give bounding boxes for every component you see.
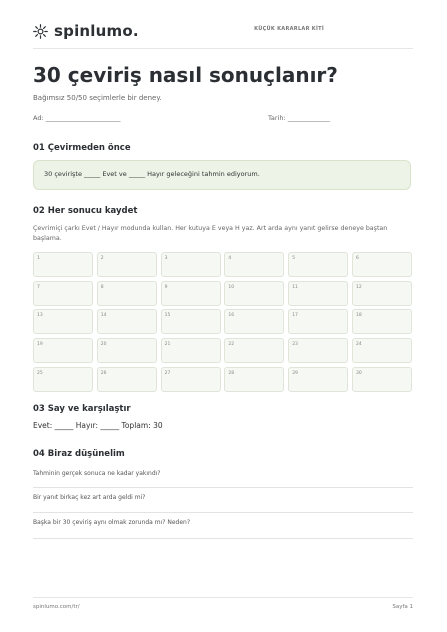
name-field[interactable]: Ad: _______________________	[33, 114, 121, 122]
answer-line-2[interactable]	[33, 512, 413, 513]
result-cell[interactable]	[33, 338, 93, 363]
cell-number: 12	[356, 284, 362, 290]
result-cell[interactable]	[288, 367, 348, 392]
answer-line-3[interactable]	[33, 538, 413, 539]
result-grid	[33, 252, 414, 392]
result-cell[interactable]	[97, 367, 157, 392]
answer-line-1[interactable]	[33, 487, 413, 488]
footer-page-number: Sayfa 1	[392, 604, 413, 610]
cell-number: 2	[100, 256, 104, 261]
cell-number: 4	[228, 256, 232, 261]
cell-number: 14	[100, 313, 107, 319]
cell-number: 3	[164, 256, 168, 261]
result-cell[interactable]	[33, 309, 93, 334]
section-reflect-heading: 04 Biraz düşünelim	[33, 449, 125, 459]
sun-icon	[33, 24, 48, 39]
cell-number: 29	[292, 370, 298, 376]
prediction-box	[33, 160, 411, 190]
cell-number: 20	[100, 342, 107, 348]
cell-number: 7	[37, 284, 40, 290]
cell-number: 5	[292, 256, 296, 261]
result-cell[interactable]	[224, 367, 284, 392]
result-cell[interactable]	[97, 338, 157, 363]
result-cell[interactable]	[33, 252, 93, 277]
result-cell[interactable]	[288, 252, 348, 277]
prediction-text[interactable]: 30 çevirişte _____ Evet ve _____ Hayır geleceğini tahmin ediyorum.	[44, 170, 260, 178]
kit-label: KÜÇÜK KARARLAR KİTİ	[254, 26, 324, 32]
question-3: Başka bir 30 çeviriş aynı olmak zorunda mı? Neden?	[33, 519, 191, 526]
result-cell[interactable]	[33, 367, 93, 392]
question-1: Tahminin gerçek sonuca ne kadar yakındı?	[33, 470, 161, 477]
cell-number: 27	[164, 370, 171, 376]
cell-number: 18	[356, 313, 362, 319]
footer-divider	[33, 597, 413, 598]
count-line[interactable]: Evet: _____ Hayır: _____ Toplam: 30	[33, 421, 163, 430]
result-cell[interactable]	[288, 281, 348, 306]
cell-number: 23	[292, 342, 298, 348]
cell-number: 24	[356, 342, 362, 348]
result-cell[interactable]	[161, 252, 221, 277]
question-2: Bir yanıt birkaç kez art arda geldi mi?	[33, 494, 146, 501]
cell-number: 15	[164, 313, 171, 319]
cell-number: 21	[164, 342, 171, 348]
cell-number: 30	[356, 370, 362, 376]
header-divider	[33, 48, 413, 49]
cell-number: 16	[228, 313, 235, 319]
cell-number: 13	[37, 313, 43, 319]
cell-number: 25	[37, 370, 43, 376]
cell-number: 8	[100, 284, 104, 290]
cell-number: 19	[37, 342, 43, 348]
cell-number: 28	[228, 370, 235, 376]
cell-number: 22	[228, 342, 235, 348]
result-cell[interactable]	[161, 309, 221, 334]
result-cell[interactable]	[97, 309, 157, 334]
result-cell[interactable]	[97, 252, 157, 277]
cell-number: 1	[37, 256, 40, 261]
cell-number: 11	[292, 284, 298, 290]
cell-number: 17	[292, 313, 298, 319]
date-field[interactable]: Tarih: _____________	[268, 114, 330, 122]
cell-number: 9	[164, 284, 168, 290]
result-cell[interactable]	[352, 252, 412, 277]
cell-number: 6	[356, 256, 359, 261]
section-count-heading: 03 Say ve karşılaştır	[33, 404, 131, 414]
result-cell[interactable]	[352, 367, 412, 392]
footer-url[interactable]: spinlumo.com/tr/	[33, 604, 80, 610]
result-cell[interactable]	[224, 281, 284, 306]
result-cell[interactable]	[161, 338, 221, 363]
page-title: 30 çeviriş nasıl sonuçlanır?	[33, 63, 338, 87]
result-cell[interactable]	[161, 281, 221, 306]
section-before-heading: 01 Çevirmeden önce	[33, 143, 131, 153]
section-record-heading: 02 Her sonucu kaydet	[33, 206, 138, 216]
result-cell[interactable]	[33, 281, 93, 306]
result-cell[interactable]	[224, 309, 284, 334]
brand-name: spinlumo.	[54, 22, 139, 40]
result-cell[interactable]	[224, 338, 284, 363]
result-cell[interactable]	[161, 367, 221, 392]
page-subtitle: Bağımsız 50/50 seçimlerle bir deney.	[33, 94, 162, 102]
result-cell[interactable]	[224, 252, 284, 277]
result-cell[interactable]	[97, 281, 157, 306]
result-cell[interactable]	[288, 338, 348, 363]
result-cell[interactable]	[288, 309, 348, 334]
result-cell[interactable]	[352, 338, 412, 363]
cell-number: 10	[228, 284, 235, 290]
result-cell[interactable]	[352, 309, 412, 334]
brand-logo[interactable]	[33, 22, 139, 40]
record-instruction: Çevrimiçi çarkı Evet / Hayır modunda kullan. Her kutuya E veya H yaz. Art arda aynı yanıt gelirse deneye baştan başlama.	[33, 225, 388, 242]
cell-number: 26	[100, 370, 107, 376]
header	[33, 22, 413, 44]
result-cell[interactable]	[352, 281, 412, 306]
